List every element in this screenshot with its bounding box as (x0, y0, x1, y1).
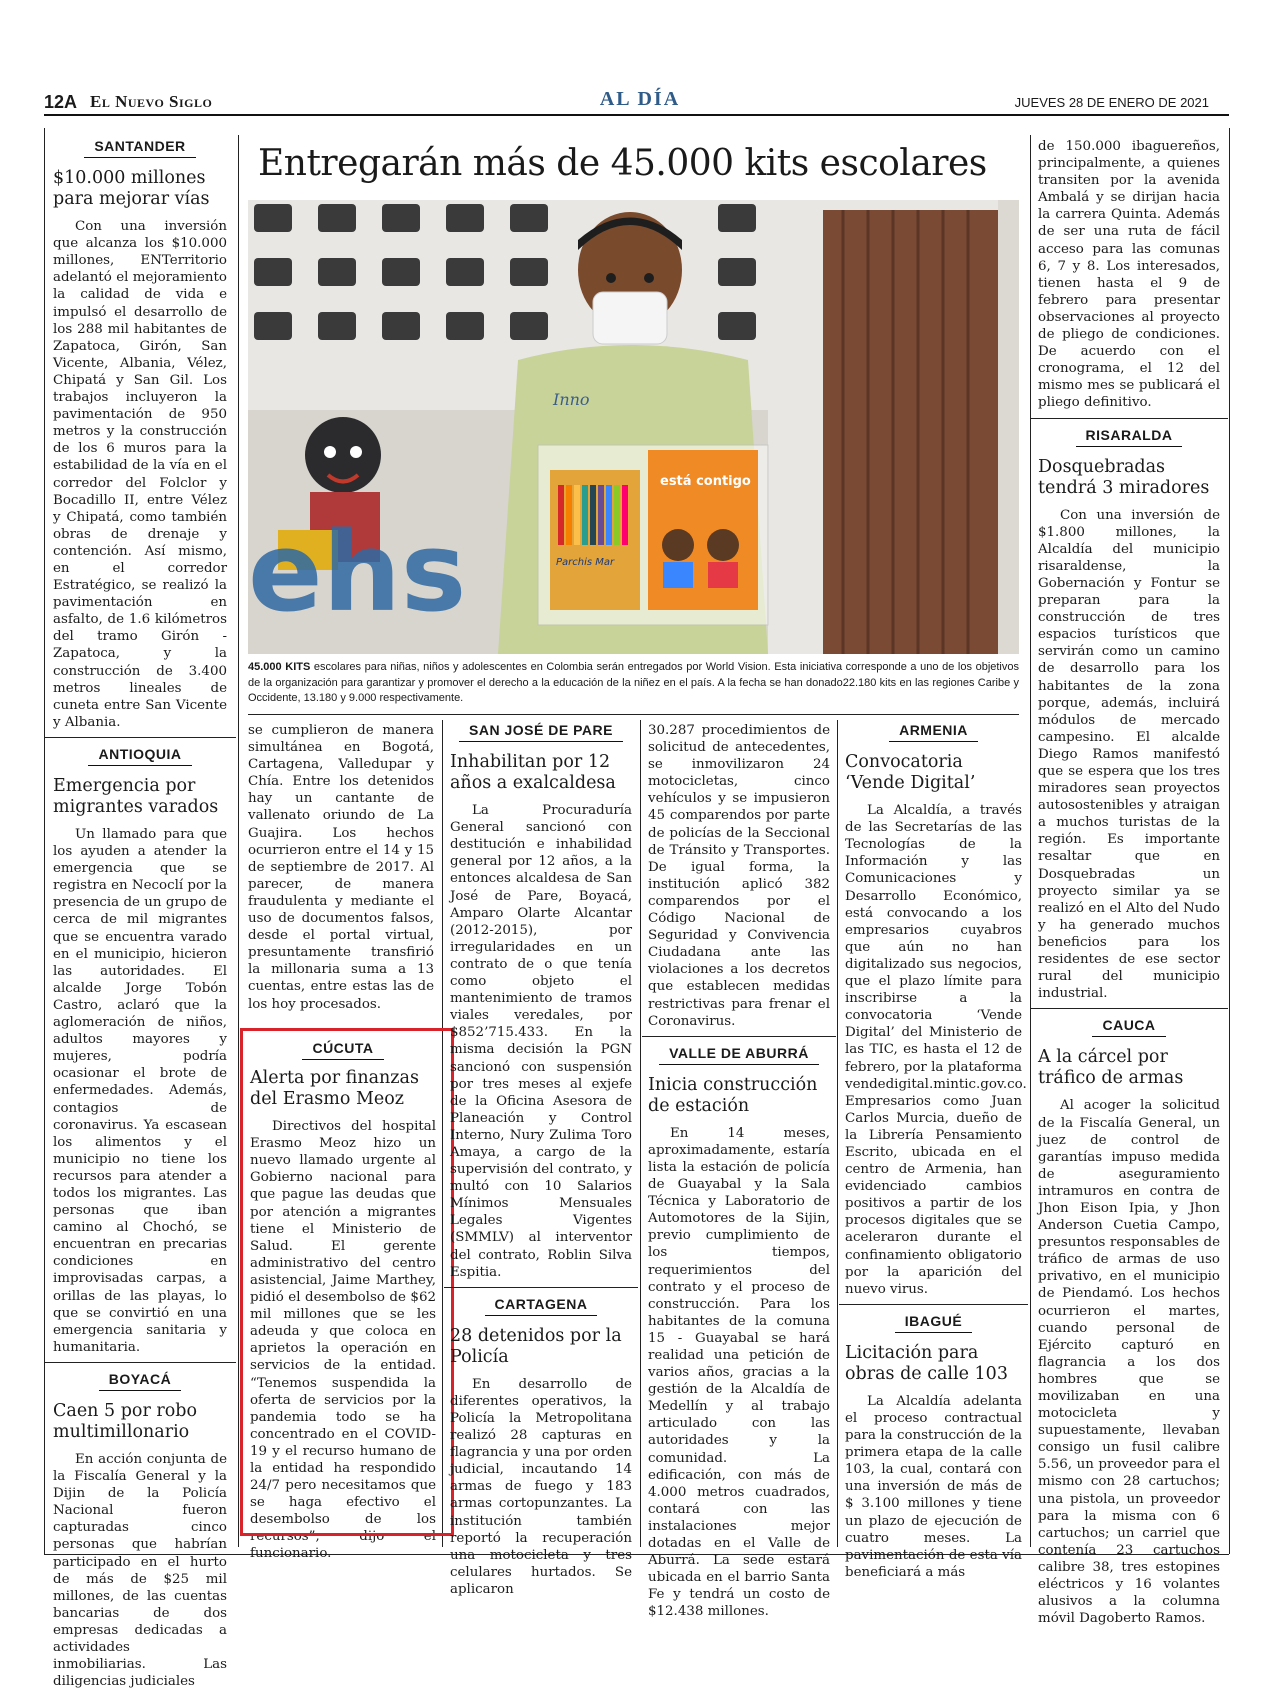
frame-right (1229, 128, 1230, 1554)
body-cartagena: En desarrollo de diferentes operativos, la Policía la Metropolitana realizó 28 capturas en flagrancia y una por orden judicial, incautando 14 armas de fuego y 183 armas cortopunzantes. La institución también reportó la recuperación una motocicleta y tres celulares hurtados. Se aplicaron (450, 1376, 632, 1597)
column-2 (248, 722, 434, 1013)
svg-text:ehs: ehs (248, 508, 467, 636)
headline-antioquia: Emergencia por migrantes varados (53, 776, 219, 817)
frame-left (44, 128, 45, 1554)
newspaper-name: El Nuevo Siglo (90, 92, 213, 111)
headline-cauca: A la cárcel por tráfico de armas (1038, 1047, 1184, 1089)
body-risaralda: Con una inversión de $1.800 millones, la Alcaldía del municipio risaraldense, la Gobernación y Fontur se preparan para la construcción de tres espacios turísticos que servirán como un camino de desarrollo para los habitantes de la zona porque, además, incluirá módulos de mercado campesino. El alcalde Diego Ramos manifestó que se espera que los tres miradores sean proyectos autosostenibles y atraigan a muchos turistas de la región. Es importante resaltar que en Dosquebradas un proyecto similar ya se realizó en el Alto del Nudo y ha generado muchos beneficios para los residentes de ese sector rural del municipio industrial. (1038, 507, 1220, 1002)
page-number: 12A (44, 92, 78, 112)
body-boyaca-continued: se cumplieron de manera simultánea en Bogotá, Cartagena, Valledupar y Chía. Entre los detenidos hay un cantante de vallenato oriundo de La Guajira. Los hechos ocurrieron entre el 14 y 15 de septiembre de 2017. Al parecer, de manera fraudulenta y mediante el uso de documentos falsos, desde el portal virtual, presuntamente transfirió la millonaria suma a 13 cuentas, entre estas las de los hoy procesados. (248, 723, 434, 1012)
section-tag-san-jose: SAN JOSÉ DE PARE (459, 722, 623, 742)
pencils-brand: Parchis Mar (556, 557, 615, 568)
section-tag-risaralda: RISARALDA (1076, 427, 1183, 447)
book-title: está contigo (660, 474, 751, 489)
divider-col1 (238, 135, 239, 1547)
body-santander: Con una inversión que alcanza los $10.000 millones, ENTerritorio adelantó el mejoramiento la calidad de vida e impulsó el desarrollo de los 288 mil habitantes de Zapatoca, Girón, San Vicente, Albania, Vélez, Chipatá y San Gil. Los trabajos incluyeron la pavimentación de 950 metros y la construcción de los 6 muros para la estabilidad de la vía en el corredor del Folclor y Bocadillo II, entre Vélez y Chipatá, como también obras de drenaje y contención. Así mismo, en el corredor Estratégico, se realizó la pavimentación en asfalto, de 1.6 kilómetros del tramo Girón - Zapatoca, y la construcción de 3.400 metros lineales de cuneta entre San Vicente y Albania. (53, 219, 227, 730)
section-tag-boyaca: BOYACÁ (99, 1371, 181, 1391)
divider (44, 1362, 236, 1363)
column-5 (845, 722, 1027, 1581)
body-cartagena-continued: 30.287 procedimientos de solicitud de antecedentes, se inmovilizaron 24 motocicletas, cinco vehículos y se impusieron 45 comparendos por parte de policías de la Seccional de Tránsito y Transportes. De igual forma, la institución aplicó 382 comparendos por el Código Nacional de Seguridad y Convivencia Ciudadana ante las violaciones a los decretos que establecen medidas restrictivas para frenar el Coronavirus. (648, 723, 830, 1029)
section-tag-cartagena: CARTAGENA (485, 1296, 598, 1316)
divider-col6 (1030, 135, 1031, 1547)
headline-santander: $10.000 millones para mejorar vías (53, 168, 210, 210)
headline-cartagena: 28 detenidos por la Policía (450, 1325, 622, 1367)
divider (1030, 418, 1228, 419)
divider-col3 (640, 720, 641, 1547)
photo-bottom-rule (248, 714, 1019, 715)
body-ibague: La Alcaldía adelanta el proceso contractual para la construcción de la primera etapa de la calle 103, la cual, contará con una inversión de más de $ 3.100 millones y tiene un plazo de ejecución de cuatro meses. La pavimentación de esta vía beneficiará a más (845, 1393, 1022, 1580)
body-cauca: Al acoger la solicitud de la Fiscalía General, un juez de control de garantías impuso medida de aseguramiento intramuros en contra de Jhon Eison Ipia, y Jhon Anderson Cuetia Campo, presuntos responsables de tráfico de armas de uso privativo, en el municipio de Piendamó. Los hechos ocurrieron el martes, cuando personal de Ejército capturó en flagrancia a los dos hombres que se movilizaban en una motocicleta y supuestamente, llevaban consigo un fusil calibre 5.56, un proveedor para el mismo con 28 cartuchos; una pistola, un proveedor para la misma con 6 cartuchos; un carriel que contenía 23 cartuchos calibre 38, tres estopines eléctricos y 16 volantes alusivos a la columna móvil Dagoberto Ramos. (1038, 1098, 1220, 1627)
body-boyaca: En acción conjunta de la Fiscalía General y la Dijin de la Policía Nacional fueron capturadas cinco personas que habrían participado en el hurto de más de $25 mil millones, de las cuentas bancarias de dos empresas dedicadas a actividades inmobiliarias. Las diligencias judiciales (53, 1452, 227, 1690)
shirt-text: Inno (553, 390, 590, 409)
caption-lead: 45.000 KITS (248, 661, 311, 673)
main-photo (248, 200, 1019, 654)
photo-illustration (248, 200, 1019, 654)
headline-risaralda: Dosquebradas tendrá 3 miradores (1038, 456, 1210, 498)
body-armenia: La Alcaldía, a través de las Secretarías de las Tecnologías de la Información y las Comunicaciones y Desarrollo Económico, está convocando a los empresarios cuyabros que aún no han digitalizado sus negocios, que el plazo límite para inscribirse a la convocatoria ‘Vende Digital’ del Ministerio de las TIC, es hasta el 12 de febrero, por la plataforma vendedigital.mintic.gov.co. Empresarios como Juan Carlos Murcia, dueño de la Librería Pensamiento Escrito, ubicada en el centro de Armenia, han evidenciado cambios positivos a partir de los procesos digitales que se aceleraron durante el confinamiento obligatorio por la aparición del nuevo virus. (845, 803, 1027, 1297)
header-rule (44, 114, 1229, 116)
highlight-box (240, 1028, 454, 1536)
column-3 (450, 722, 632, 1598)
divider (44, 737, 236, 738)
issue-date: JUEVES 28 DE ENERO DE 2021 (1014, 95, 1209, 110)
section-tag-armenia: ARMENIA (889, 722, 978, 742)
body-cucuta: Directivos del hospital Erasmo Meoz hizo un nuevo llamado urgente al Gobierno nacional para que pague las deudas que por atención a migrantes tiene el Ministerio de Salud. El gerente administrativo del centro asistencial, Jaime Marthey, pidió el desembolso de $62 mil millones que se les adeuda y que coloca en aprietos la operación en servicios de la entidad. “Tenemos suspendida la oferta de servicios por la pandemia todo se ha concentrado en el COVID-19 y el recurso humano de la entidad ha respondido 24/7 pero necesitamos que se haga efectivo el desembolso de los recursos”, dijo el funcionario. (250, 1119, 436, 1562)
section-title: AL DÍA (599, 88, 681, 110)
body-valle-aburra: En 14 meses, aproximadamente, estaría lista la estación de policía de Guayabal y la Sala Técnica y Laboratorio de Automotores de la Sijin, previo cumplimiento de los tiempos, requerimientos del contrato y el proceso de construcción. Para los habitantes de la comuna 15 - Guayabal se hará realidad una petición de varios años, gracias a la gestión de la Alcaldía de Medellín y al trabajo articulado con las autoridades y la comunidad. La edificación, con más de 4.000 metros cuadrados, contará con las instalaciones mejor dotadas en el Valle de Aburrá. La sede estará ubicada en el barrio Santa Fe y tendrá un costo de $12.438 millones. (648, 1125, 830, 1620)
photo-caption (248, 660, 1019, 707)
column-4 (648, 722, 830, 1621)
headline-san-jose: Inhabilitan por 12 años a exalcaldesa (450, 752, 616, 794)
column-6 (1038, 138, 1220, 1627)
section-tag-valle-aburra: VALLE DE ABURRÁ (659, 1045, 819, 1065)
section-tag-antioquia: ANTIOQUIA (88, 746, 191, 766)
caption-body: escolares para niñas, niños y adolescentes en Colombia serán entregados por World Vision. Esta iniciativa corresponde a uno de los objetivos de la organización para garantizar y promover el derecho a la educación de la niñez en el país. A la fecha se han donado22.180 kits en las regiones Caribe y Occidente, 13.180 y 9.000 respectivamente. (248, 661, 1019, 704)
divider (642, 1036, 836, 1037)
column-1 (53, 138, 227, 1690)
section-tag-santander: SANTANDER (84, 138, 195, 158)
divider (1030, 1008, 1228, 1009)
headline-ibague: Licitación para obras de calle 103 (845, 1342, 1008, 1384)
section-tag-cauca: CAUCA (1092, 1017, 1165, 1037)
divider-col4 (837, 720, 838, 1547)
divider (444, 1287, 638, 1288)
headline-cucuta: Alerta por finanzas del Erasmo Meoz (250, 1068, 419, 1110)
main-headline: Entregarán más de 45.000 kits escolares (258, 143, 987, 184)
body-san-jose: La Procuraduría General sancionó con destitución e inhabilidad general por 12 años, a la entonces alcaldesa de San José de Pare, Boyacá, Amparo Olarte Alcantar (2012-2015), por irregularidades en un contrato de o que tenía como objeto el mantenimiento de tramos viales veredales, por $852’715.433. En la misma decisión la PGN sancionó con suspensión por tres meses al exjefe de la Oficina Asesora de Planeación y Control Interno, Nury Zulima Toro Amaya, a cargo de la supervisión del contrato, y multó con 10 Salarios Mínimos Mensuales Legales Vigentes (SMMLV) al interventor del contrato, Roblin Silva Espitia. (450, 803, 632, 1280)
headline-valle-aburra: Inicia construcción de estación (648, 1074, 818, 1116)
section-tag-cucuta: CÚCUTA (302, 1040, 383, 1060)
divider (839, 1304, 1028, 1305)
headline-armenia: Convocatoria ‘Vende Digital’ (845, 752, 976, 794)
body-ibague-continued: de 150.000 ibaguereños, principalmente, a quienes transiten por la avenida Ambalá y se dirijan hacia la carrera Quinta. Además de ser una ruta de fácil acceso para las comunas 6, 7 y 8. Los interesados, tienen hasta el 9 de febrero para presentar observaciones al proyecto de pliego de condiciones. De acuerdo con el cronograma, el 12 del mismo mes se publicará el pliego definitivo. (1038, 139, 1220, 411)
section-tag-ibague: IBAGUÉ (895, 1313, 972, 1333)
body-antioquia: Un llamado para que los ayuden a atender la emergencia que se registra en Necoclí por la presencia de un grupo de cerca de mil migrantes que se encuentra varado en el municipio, hicieron las autoridades. El alcalde Jorge Tobón Castro, aclaró que la aglomeración de niños, adultos mayores y mujeres, podría ocasionar el brote de enfermedades. Además, contagios de coronavirus. Ya escasean los alimentos y el municipio no tiene los recursos para atender a todos los migrantes. Las personas que iban camino al Chochó, se encuentran en precarias condiciones en improvisadas carpas, a orillas de las playas, lo que se convirtió en una emergencia sanitaria y humanitaria. (53, 827, 227, 1355)
headline-boyaca: Caen 5 por robo multimillonario (53, 1401, 198, 1442)
